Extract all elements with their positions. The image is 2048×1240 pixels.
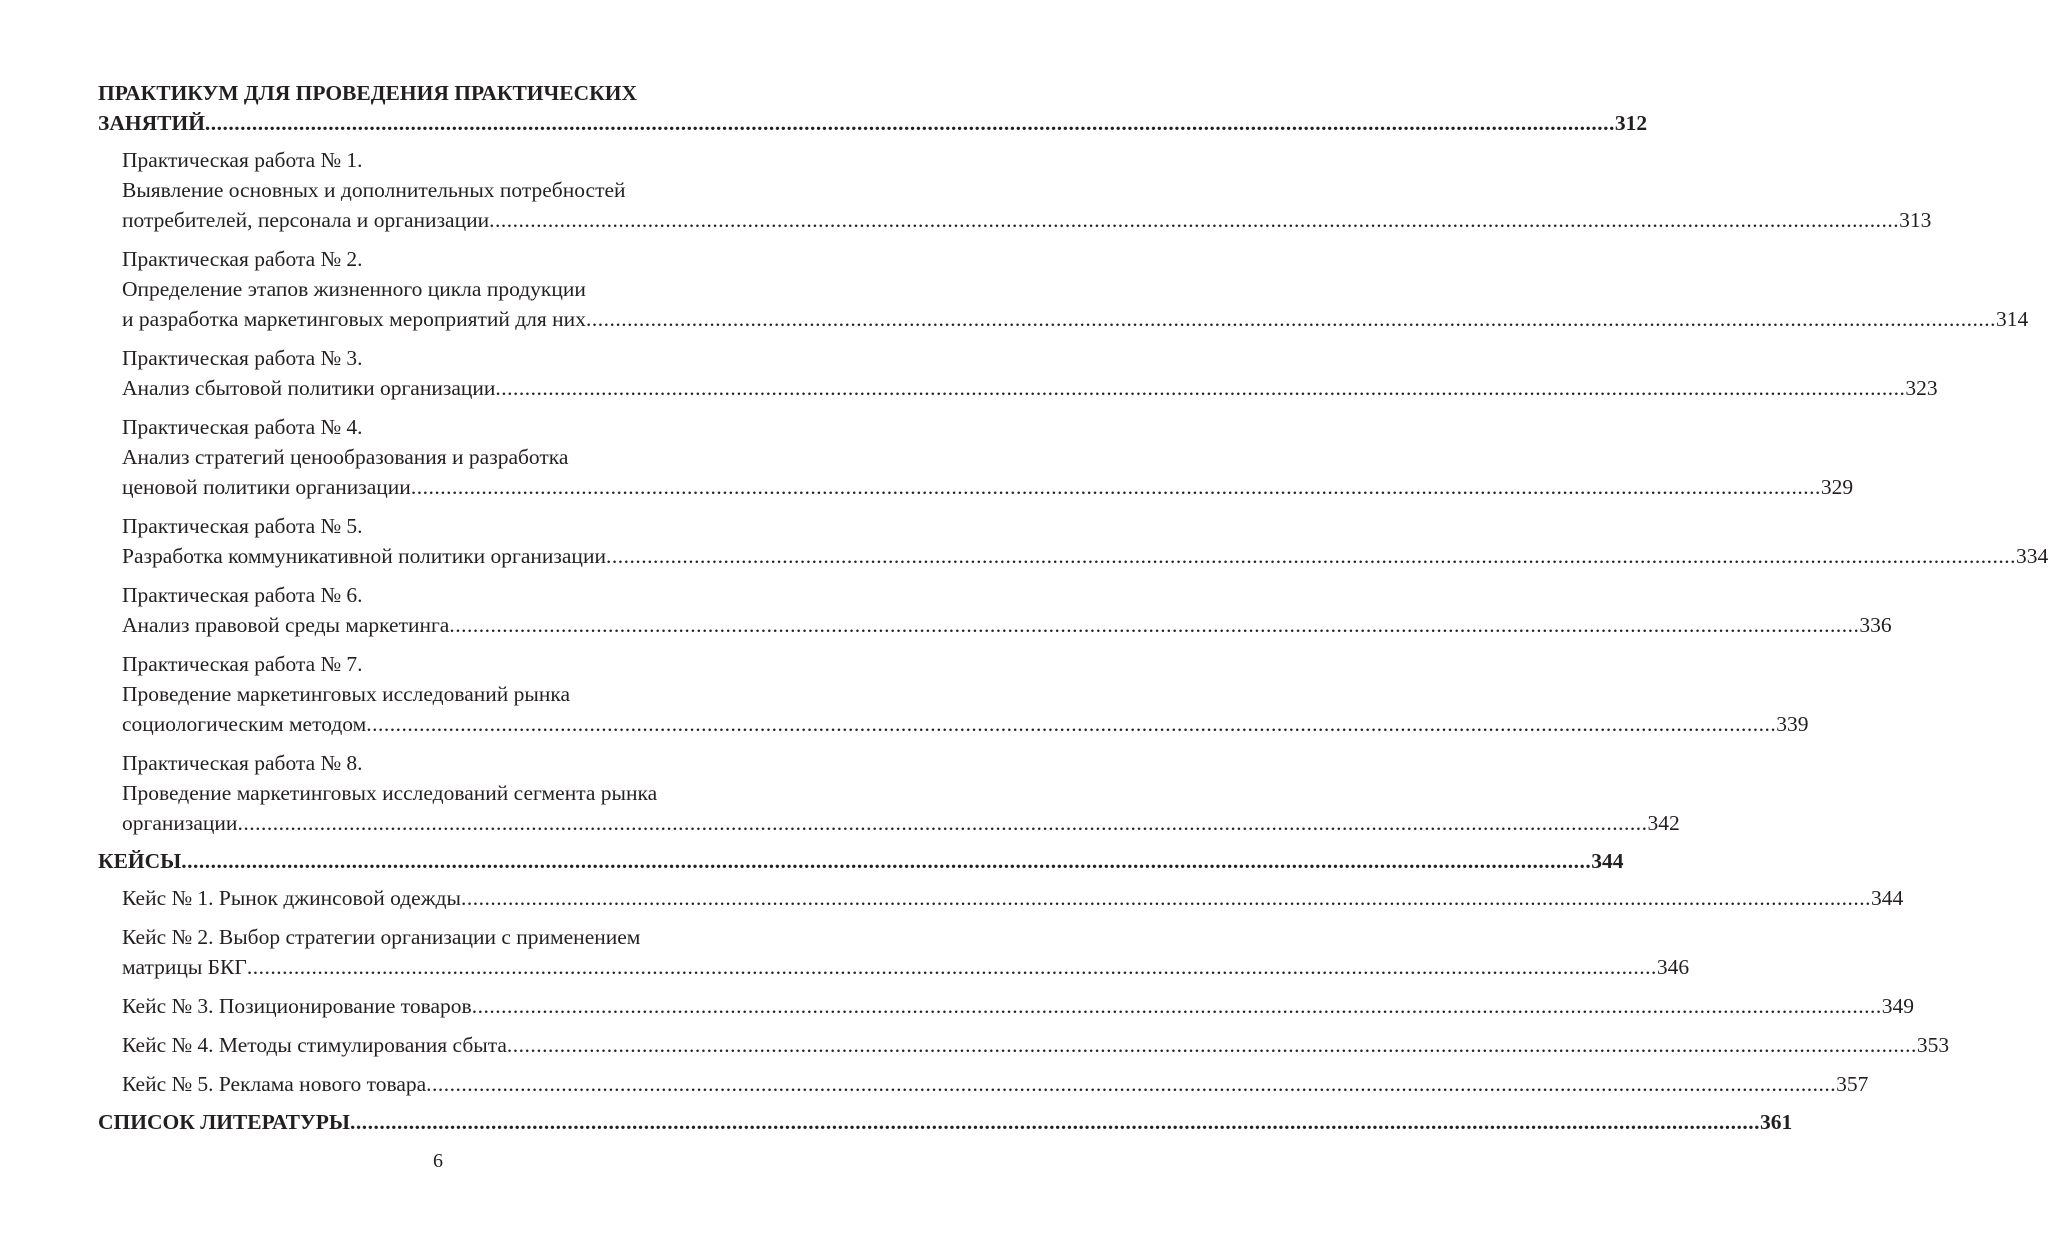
toc-line xyxy=(122,472,1854,502)
toc-entry-work-5[interactable] xyxy=(98,511,2048,571)
entry-label: Практическая работа № 5. xyxy=(122,514,363,538)
toc-entry-work-7[interactable] xyxy=(98,649,1809,739)
page-ref: 357 xyxy=(1836,1072,1869,1096)
page-ref: 329 xyxy=(1820,475,1854,499)
toc-entry-case-4[interactable] xyxy=(98,1030,1950,1060)
dot-leader xyxy=(205,108,1615,138)
entry-label: Практическая работа № 3. xyxy=(122,346,363,370)
dot-leader xyxy=(449,610,1859,640)
entry-title-line: Проведение маркетинговых исследований рынка xyxy=(122,682,571,706)
entry-label: Практическая работа № 7. xyxy=(122,652,363,676)
toc-entry-work-2[interactable] xyxy=(98,244,2029,334)
toc-line xyxy=(122,205,1932,235)
page-ref: 344 xyxy=(1591,849,1624,873)
entry-title-line: Выявление основных и дополнительных потребностей xyxy=(122,178,626,202)
dot-leader xyxy=(247,952,1657,982)
toc-line xyxy=(98,108,1648,138)
toc-entry-work-3[interactable] xyxy=(98,343,1938,403)
toc-line xyxy=(122,373,1938,403)
entry-title-line: Анализ правовой среды маркетинга xyxy=(122,613,450,637)
entry-title-line: Определение этапов жизненного цикла продукции xyxy=(122,277,586,301)
page-ref: 314 xyxy=(1995,307,2029,331)
entry-title-line: матрицы БКГ xyxy=(122,955,247,979)
dot-leader xyxy=(461,883,1871,913)
page-ref: 342 xyxy=(1647,811,1680,835)
dot-leader xyxy=(181,846,1591,876)
page-ref: 312 xyxy=(1614,111,1648,135)
entry-title-line: Анализ сбытовой политики организации xyxy=(122,376,496,400)
entry-title-line: и разработка маркетинговых мероприятий для них xyxy=(122,307,586,331)
dot-leader xyxy=(350,1107,1760,1137)
toc-line xyxy=(98,846,1624,876)
toc-section-cases[interactable] xyxy=(98,846,1624,876)
dot-leader xyxy=(366,709,1776,739)
entry-title-line: Кейс № 5. Реклама нового товара xyxy=(122,1072,427,1096)
section-title-line: ПРАКТИКУМ ДЛЯ ПРОВЕДЕНИЯ ПРАКТИЧЕСКИХ xyxy=(98,81,637,105)
toc-line xyxy=(98,1107,1793,1137)
entry-title-line: ценовой политики организации xyxy=(122,475,411,499)
dot-leader xyxy=(495,373,1905,403)
toc-entry-case-2[interactable] xyxy=(98,922,1690,982)
toc-entry-case-5[interactable] xyxy=(98,1069,1869,1099)
entry-label: Практическая работа № 1. xyxy=(122,148,363,172)
toc-line xyxy=(122,610,1892,640)
entry-title-line: Кейс № 1. Рынок джинсовой одежды xyxy=(122,886,461,910)
entry-label: Практическая работа № 6. xyxy=(122,583,363,607)
entry-label: Практическая работа № 2. xyxy=(122,247,363,271)
toc-entry-work-6[interactable] xyxy=(98,580,1892,640)
dot-leader xyxy=(586,304,1996,334)
toc-line xyxy=(122,808,1680,838)
page-ref: 334 xyxy=(2015,544,2048,568)
section-title-line: СПИСОК ЛИТЕРАТУРЫ xyxy=(98,1110,350,1134)
section-title-line: ЗАНЯТИЙ xyxy=(98,111,205,135)
entry-title-line: социологическим методом xyxy=(122,712,367,736)
dot-leader xyxy=(237,808,1647,838)
toc-line xyxy=(122,952,1690,982)
entry-title-line: Кейс № 4. Методы стимулирования сбыта xyxy=(122,1033,507,1057)
page-ref: 361 xyxy=(1760,1110,1793,1134)
entry-title-line: потребителей, персонала и организации xyxy=(122,208,490,232)
toc-line xyxy=(122,1069,1869,1099)
page-ref: 313 xyxy=(1899,208,1932,232)
toc-entry-work-8[interactable] xyxy=(98,748,1680,838)
toc-section-practicum[interactable] xyxy=(98,78,1648,138)
dot-leader xyxy=(426,1069,1836,1099)
entry-title-line: Анализ стратегий ценообразования и разработка xyxy=(122,445,569,469)
section-title-line: КЕЙСЫ xyxy=(98,849,182,873)
page-ref: 339 xyxy=(1776,712,1809,736)
page-ref: 344 xyxy=(1870,886,1904,910)
table-of-contents xyxy=(98,78,2048,1137)
toc-section-references[interactable] xyxy=(98,1107,1793,1137)
page-ref: 349 xyxy=(1881,994,1914,1018)
toc-entry-case-3[interactable] xyxy=(98,991,1914,1021)
toc-entry-case-1[interactable] xyxy=(98,883,1904,913)
toc-line xyxy=(122,541,2048,571)
entry-title-line: Кейс № 2. Выбор стратегии организации с применением xyxy=(122,925,641,949)
dot-leader xyxy=(472,991,1882,1021)
entry-label: Практическая работа № 4. xyxy=(122,415,363,439)
toc-line xyxy=(122,991,1914,1021)
page-ref: 336 xyxy=(1859,613,1892,637)
entry-title-line: Кейс № 3. Позиционирование товаров xyxy=(122,994,472,1018)
dot-leader xyxy=(489,205,1899,235)
page-ref: 323 xyxy=(1905,376,1938,400)
entry-label: Практическая работа № 8. xyxy=(122,751,363,775)
entry-title-line: организации xyxy=(122,811,238,835)
dot-leader xyxy=(507,1030,1917,1060)
toc-entry-work-4[interactable] xyxy=(98,412,1854,502)
toc-entry-work-1[interactable] xyxy=(98,145,1932,235)
toc-line xyxy=(122,883,1904,913)
dot-leader xyxy=(411,472,1821,502)
entry-title-line: Разработка коммуникативной политики организации xyxy=(122,544,606,568)
toc-line xyxy=(122,1030,1950,1060)
toc-line xyxy=(122,709,1809,739)
entry-title-line: Проведение маркетинговых исследований сегмента рынка xyxy=(122,781,658,805)
page-ref: 353 xyxy=(1916,1033,1950,1057)
page-ref: 346 xyxy=(1656,955,1690,979)
dot-leader xyxy=(606,541,2016,571)
toc-line xyxy=(122,304,2029,334)
page-number: 6 xyxy=(433,1150,443,1172)
